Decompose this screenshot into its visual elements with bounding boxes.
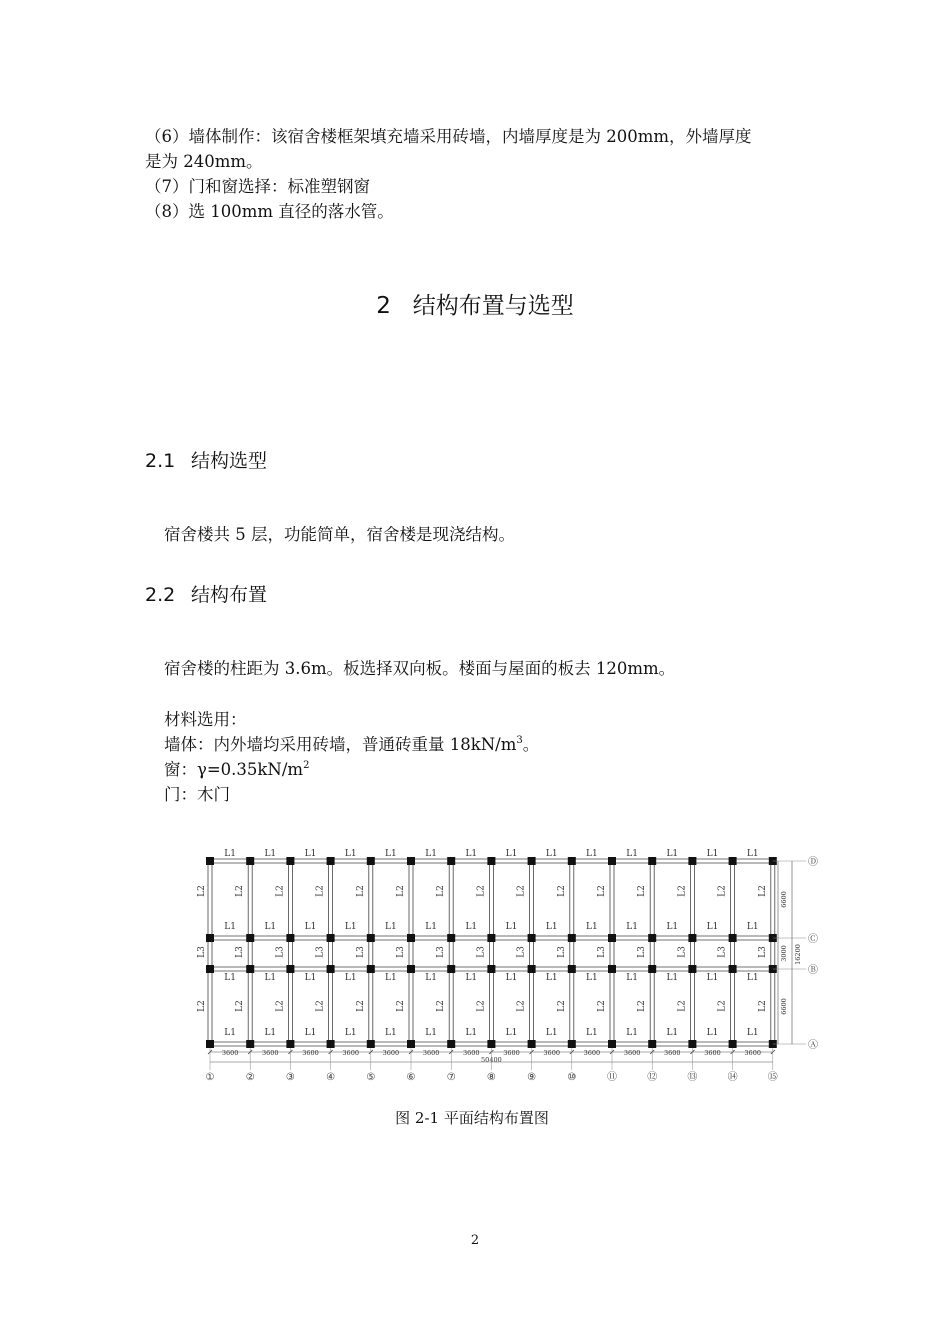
beam-label-l1: L1	[706, 973, 719, 983]
column-square	[729, 857, 737, 865]
beam-label-l1: L1	[224, 922, 236, 932]
column-axis-label: ③	[285, 1072, 295, 1083]
beam-label-l1: L1	[626, 849, 638, 859]
column-square	[729, 1040, 737, 1048]
column-axis-label: ①	[205, 1072, 215, 1083]
column-axis-label: ⑪	[607, 1072, 617, 1083]
figure-caption: 图 2-1 平面结构布置图	[395, 1109, 549, 1127]
column-square	[648, 965, 656, 973]
column-axis-label: ⑩	[567, 1072, 577, 1083]
column-square	[407, 965, 415, 973]
bay-dimension-label: 3600	[302, 1049, 319, 1057]
depth-dimension-label: 6600	[780, 891, 788, 908]
column-square	[487, 1040, 495, 1048]
column-axis-label: ⑧	[486, 1072, 496, 1083]
beam-label-l2: L2	[315, 885, 326, 897]
beam-label-l1: L1	[706, 922, 719, 932]
column-square	[608, 857, 616, 865]
beam-label-l2: L2	[637, 1000, 648, 1012]
column-square	[327, 934, 335, 942]
beam-label-l3: L3	[516, 946, 527, 958]
column-square	[648, 934, 656, 942]
beam-label-l3: L3	[355, 946, 366, 958]
beam-label-l3: L3	[436, 946, 447, 958]
column-square	[487, 934, 495, 942]
beam-label-l2: L2	[717, 1000, 728, 1012]
bay-dimension-label: 3600	[503, 1049, 520, 1057]
bay-dimension-label: 3600	[422, 1049, 440, 1057]
bay-dimension-label: 3600	[221, 1049, 239, 1057]
beam-label-l2: L2	[275, 1000, 286, 1012]
beam-label-l1: L1	[465, 1028, 478, 1038]
beam-label-l2: L2	[355, 1000, 366, 1012]
bay-dimension-label: 3600	[262, 1049, 279, 1057]
beam-label-l1: L1	[425, 973, 437, 983]
column-square	[206, 934, 214, 942]
beam-label-l2: L2	[757, 1000, 768, 1012]
column-square	[608, 965, 616, 973]
beam-label-l1: L1	[385, 1028, 397, 1038]
beam-label-l1: L1	[746, 1028, 759, 1038]
bay-dimension-label: 3600	[342, 1049, 359, 1057]
column-square	[206, 857, 214, 865]
column-square	[688, 857, 696, 865]
column-square	[447, 934, 455, 942]
beam-label-l1: L1	[545, 849, 558, 859]
beam-label-l1: L1	[344, 922, 357, 932]
beam-label-l1: L1	[505, 973, 518, 983]
beam-label-l1: L1	[706, 1028, 719, 1038]
bay-dimension-label: 3600	[623, 1049, 641, 1057]
column-square	[407, 1040, 415, 1048]
window-unit-exponent: 2	[303, 760, 310, 771]
beam-label-l1: L1	[746, 973, 759, 983]
column-square	[528, 965, 536, 973]
beam-label-l2: L2	[396, 1000, 406, 1012]
section-2-2-body: 宿舍楼的柱距为 3.6m。板选择双向板。楼面与屋面的板去 120mm。	[164, 659, 676, 678]
bay-dimension-label: 3600	[382, 1049, 400, 1057]
beam-label-l1: L1	[626, 1028, 638, 1038]
column-square	[327, 1040, 335, 1048]
beam-label-l2: L2	[717, 885, 728, 897]
beam-label-l1: L1	[626, 922, 638, 932]
beam-label-l3: L3	[597, 946, 607, 958]
column-square	[367, 965, 375, 973]
column-square	[729, 934, 737, 942]
beam-label-l1: L1	[304, 849, 317, 859]
column-square	[367, 1040, 375, 1048]
beam-label-l1: L1	[304, 922, 317, 932]
column-axis-label: ⑤	[366, 1072, 376, 1083]
beam-label-l2: L2	[677, 1000, 688, 1012]
beam-label-l1: L1	[545, 922, 558, 932]
beam-label-l2: L2	[355, 885, 366, 897]
beam-label-l1: L1	[264, 1028, 277, 1038]
column-square	[729, 965, 737, 973]
beam-label-l1: L1	[264, 973, 277, 983]
beam-label-l2: L2	[197, 1000, 207, 1012]
column-square	[447, 857, 455, 865]
beam-label-l2: L2	[637, 885, 648, 897]
beam-label-l1: L1	[385, 849, 397, 859]
wall-text: 墙体：内外墙均采用砖墙，普通砖重量 18kN/m	[164, 735, 517, 754]
column-square	[648, 1040, 656, 1048]
depth-dimension-label: 3000	[780, 945, 788, 962]
bay-dimension-label: 3600	[583, 1049, 601, 1057]
item-6-line-1: （6）墙体制作：该宿舍楼框架填充墙采用砖墙，内墙厚度是为 200mm，外墙厚度	[145, 127, 752, 146]
row-axis-label: Ⓒ	[808, 934, 818, 945]
bay-dimension-label: 3600	[543, 1049, 560, 1057]
depth-dimension-label: 6600	[780, 998, 788, 1015]
beam-label-l3: L3	[396, 946, 406, 958]
beam-label-l1: L1	[344, 849, 357, 859]
column-axis-label: ⑫	[647, 1072, 658, 1083]
beam-label-l1: L1	[505, 922, 518, 932]
column-square	[407, 857, 415, 865]
beam-label-l1: L1	[545, 1028, 558, 1038]
beam-label-l2: L2	[597, 1000, 607, 1012]
beam-label-l1: L1	[746, 922, 759, 932]
beam-label-l1: L1	[505, 849, 518, 859]
bay-dimension-label: 3600	[463, 1049, 480, 1057]
section-2-1-body: 宿舍楼共 5 层，功能简单，宿舍楼是现浇结构。	[164, 525, 515, 544]
beam-label-l1: L1	[586, 849, 598, 859]
wall-unit-exponent: 3	[516, 735, 523, 746]
column-axis-label: ⑮	[767, 1072, 778, 1083]
column-axis-label: ④	[326, 1072, 336, 1083]
beam-label-l1: L1	[586, 973, 598, 983]
column-square	[206, 1040, 214, 1048]
beam-label-l1: L1	[666, 973, 679, 983]
column-square	[608, 1040, 616, 1048]
beam-label-l1: L1	[626, 973, 638, 983]
column-square	[568, 1040, 576, 1048]
total-dimension-label: 50400	[481, 1056, 502, 1064]
column-axis-label: ⑨	[527, 1072, 537, 1083]
beam-label-l1: L1	[425, 922, 437, 932]
column-square	[447, 1040, 455, 1048]
beam-label-l3: L3	[637, 946, 648, 958]
beam-label-l2: L2	[677, 885, 688, 897]
beam-label-l2: L2	[275, 885, 286, 897]
beam-label-l2: L2	[197, 885, 207, 897]
row-axis-label: Ⓑ	[808, 965, 818, 976]
column-axis-label: ②	[245, 1072, 255, 1083]
column-square	[688, 934, 696, 942]
beam-label-l2: L2	[597, 885, 607, 897]
beam-label-l1: L1	[304, 973, 317, 983]
beam-label-l3: L3	[556, 946, 567, 958]
beam-label-l2: L2	[476, 885, 487, 897]
beam-label-l1: L1	[666, 849, 679, 859]
column-square	[246, 965, 254, 973]
item-7: （7）门和窗选择：标准塑钢窗	[145, 177, 370, 196]
beam-label-l1: L1	[746, 849, 759, 859]
beam-label-l2: L2	[436, 885, 447, 897]
overall-depth-label: 16200	[794, 944, 802, 965]
beam-label-l1: L1	[465, 849, 478, 859]
beam-label-l1: L1	[385, 922, 397, 932]
column-square	[206, 965, 214, 973]
chapter-title: 结构布置与选型	[412, 293, 574, 319]
column-square	[528, 857, 536, 865]
section-2-1-number: 2.1	[145, 450, 176, 472]
beam-label-l3: L3	[275, 946, 286, 958]
beam-label-l1: L1	[264, 849, 277, 859]
column-axis-label: ⑬	[687, 1072, 698, 1083]
column-square	[568, 934, 576, 942]
chapter-number: 2	[376, 293, 391, 319]
column-square	[286, 965, 294, 973]
item-6-line-2: 是为 240mm。	[145, 152, 263, 171]
column-square	[286, 857, 294, 865]
beam-label-l3: L3	[315, 946, 326, 958]
beam-label-l2: L2	[516, 885, 527, 897]
bay-dimension-label: 3600	[744, 1049, 761, 1057]
beam-label-l2: L2	[436, 1000, 447, 1012]
column-square	[528, 1040, 536, 1048]
column-square	[286, 934, 294, 942]
beam-label-l1: L1	[385, 973, 397, 983]
beam-label-l1: L1	[425, 1028, 437, 1038]
column-axis-label: ⑦	[446, 1072, 456, 1083]
column-square	[688, 1040, 696, 1048]
column-square	[528, 934, 536, 942]
beam-label-l1: L1	[545, 973, 558, 983]
column-square	[648, 857, 656, 865]
column-square	[608, 934, 616, 942]
beam-label-l1: L1	[224, 1028, 236, 1038]
materials-heading: 材料选用：	[164, 710, 247, 729]
column-square	[487, 857, 495, 865]
column-axis-label: ⑭	[727, 1072, 738, 1083]
beam-label-l2: L2	[757, 885, 768, 897]
beam-label-l1: L1	[706, 849, 719, 859]
beam-label-l2: L2	[235, 1000, 246, 1012]
beam-label-l2: L2	[476, 1000, 487, 1012]
materials-door: 门：木门	[164, 785, 230, 804]
beam-label-l3: L3	[677, 946, 688, 958]
beam-label-l1: L1	[264, 922, 277, 932]
column-square	[487, 965, 495, 973]
column-square	[407, 934, 415, 942]
column-square	[286, 1040, 294, 1048]
column-square	[327, 965, 335, 973]
beam-label-l2: L2	[556, 885, 567, 897]
beam-label-l1: L1	[505, 1028, 518, 1038]
beam-label-l1: L1	[304, 1028, 317, 1038]
beam-label-l1: L1	[586, 1028, 598, 1038]
beam-label-l1: L1	[425, 849, 437, 859]
beam-label-l2: L2	[556, 1000, 567, 1012]
section-2-2-title: 结构布置	[191, 584, 268, 606]
column-axis-label: ⑥	[406, 1072, 416, 1083]
beam-label-l3: L3	[757, 946, 768, 958]
beam-label-l2: L2	[396, 885, 406, 897]
window-text: 窗：γ=0.35kN/m	[164, 760, 304, 779]
beam-label-l1: L1	[465, 973, 478, 983]
beam-label-l3: L3	[717, 946, 728, 958]
row-axis-label: Ⓓ	[808, 857, 818, 868]
section-2-2-number: 2.2	[145, 584, 176, 606]
bay-dimension-label: 3600	[664, 1049, 681, 1057]
column-square	[688, 965, 696, 973]
bay-dimension-label: 3600	[704, 1049, 721, 1057]
beam-label-l3: L3	[476, 946, 487, 958]
column-square	[327, 857, 335, 865]
row-axis-label: Ⓐ	[808, 1040, 818, 1051]
beam-label-l3: L3	[235, 946, 246, 958]
beam-label-l1: L1	[465, 922, 478, 932]
beam-label-l1: L1	[344, 973, 357, 983]
beam-label-l2: L2	[235, 885, 246, 897]
column-square	[367, 934, 375, 942]
section-2-1-title: 结构选型	[191, 450, 268, 472]
item-8: （8）选 100mm 直径的落水管。	[145, 202, 394, 221]
beam-label-l2: L2	[315, 1000, 326, 1012]
column-square	[568, 965, 576, 973]
beam-label-l3: L3	[197, 946, 207, 958]
beam-label-l1: L1	[586, 922, 598, 932]
column-square	[246, 1040, 254, 1048]
page-number: 2	[470, 1233, 480, 1248]
column-square	[246, 857, 254, 865]
column-square	[367, 857, 375, 865]
beam-label-l1: L1	[344, 1028, 357, 1038]
wall-end: 。	[522, 735, 540, 754]
column-square	[447, 965, 455, 973]
beam-label-l2: L2	[516, 1000, 527, 1012]
column-square	[246, 934, 254, 942]
beam-label-l1: L1	[666, 922, 679, 932]
beam-label-l1: L1	[224, 849, 236, 859]
beam-label-l1: L1	[224, 973, 236, 983]
column-square	[568, 857, 576, 865]
beam-label-l1: L1	[666, 1028, 679, 1038]
